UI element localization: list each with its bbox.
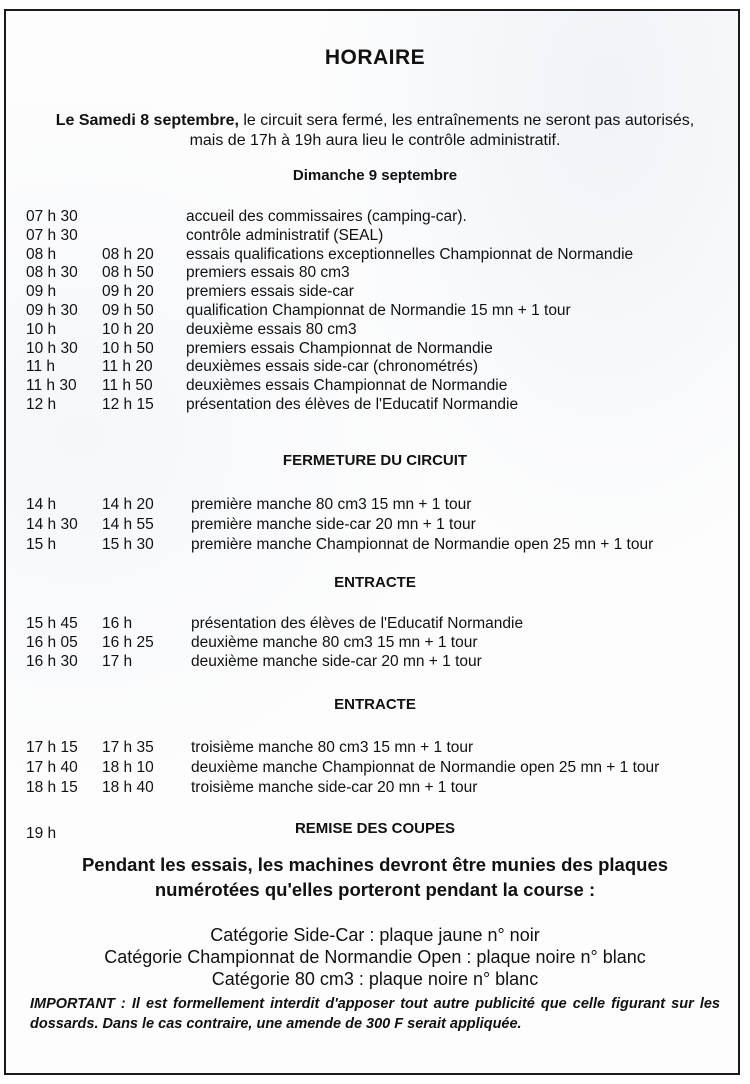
schedule-row (0, 634, 750, 654)
categories-list (0, 924, 750, 990)
category-open: Catégorie Championnat de Normandie Open : plaque noire n° blanc (104, 947, 646, 967)
row-label: contrôle administratif (SEAL) (186, 226, 384, 244)
intro-date: Le Samedi 8 septembre, (55, 112, 239, 129)
row-start-time: 09 h (26, 283, 57, 301)
row-start-time: 07 h 30 (26, 226, 78, 244)
row-start-time: 16 h 30 (26, 653, 78, 670)
row-start-time: 09 h 30 (26, 302, 78, 319)
row-label: deuxième manche 80 cm3 15 mn + 1 tour (191, 634, 478, 651)
row-end-time: 12 h 15 (102, 396, 154, 413)
row-label: troisième manche 80 cm3 15 mn + 1 tour (191, 739, 474, 756)
schedule-row (0, 246, 750, 266)
schedule-row (0, 264, 750, 284)
schedule-row (0, 739, 750, 759)
row-start-time: 11 h 30 (26, 377, 77, 395)
row-end-time: 16 h 25 (102, 634, 154, 651)
schedule-row (0, 779, 750, 799)
schedule-row (0, 396, 750, 416)
row-end-time: 10 h 20 (102, 320, 154, 338)
row-end-time: 18 h 40 (102, 779, 154, 796)
row-label: premiers essais side-car (186, 283, 354, 301)
break2-heading: ENTRACTE (334, 696, 416, 713)
row-start-time: 18 h 15 (26, 779, 78, 796)
schedule-row (0, 536, 750, 556)
schedule-row (0, 208, 750, 228)
row-end-time: 11 h 50 (102, 377, 153, 395)
row-start-time: 15 h (26, 536, 57, 553)
row-label: premiers essais Championnat de Normandie (186, 339, 493, 357)
schedule-row (0, 283, 750, 303)
row-label: première manche Championnat de Normandie open 25 mn + 1 tour (191, 536, 654, 553)
row-end-time: 16 h (102, 615, 133, 632)
important-notice: IMPORTANT : Il est formellement interdit d'apposer tout autre publicité que celle figurant sur les dossards. Dans le cas contraire, une amende de 300 F serait appliquée. (30, 996, 720, 1032)
row-label: essais qualifications exceptionnelles Championnat de Normandie (186, 245, 634, 263)
row-end-time: 14 h 20 (102, 496, 154, 513)
row-start-time: 08 h (26, 245, 57, 263)
row-end-time: 08 h 20 (102, 245, 154, 263)
row-label: présentation des élèves de l'Educatif Normandie (186, 396, 519, 413)
row-start-time: 14 h 30 (26, 516, 78, 533)
schedule-row (0, 516, 750, 536)
schedule-row (0, 653, 750, 673)
rule-line2: numérotées qu'elles porteront pendant la course : (154, 879, 596, 900)
row-start-time: 16 h 05 (26, 634, 78, 651)
schedule-row (0, 358, 750, 378)
row-start-time: 10 h (26, 320, 57, 338)
row-label: première manche side-car 20 mn + 1 tour (191, 516, 476, 533)
row-label: deuxièmes essais side-car (chronométrés) (186, 358, 479, 376)
row-end-time: 08 h 50 (102, 264, 154, 282)
intro-line1: le circuit sera fermé, les entraînements ne seront pas autorisés, (238, 112, 695, 129)
row-end-time: 15 h 30 (102, 536, 154, 553)
schedule-row (0, 340, 750, 360)
row-end-time: 18 h 10 (102, 759, 154, 776)
row-label: deuxième manche side-car 20 mn + 1 tour (191, 653, 482, 670)
row-end-time: 17 h (102, 653, 133, 670)
row-label: premiers essais 80 cm3 (186, 264, 350, 282)
row-label: troisième manche side-car 20 mn + 1 tour (191, 779, 478, 796)
row-label: deuxième manche Championnat de Normandie open 25 mn + 1 tour (191, 759, 660, 776)
schedule-row (0, 302, 750, 322)
row-label: accueil des commissaires (camping-car). (186, 208, 467, 225)
row-end-time: 17 h 35 (102, 739, 154, 756)
intro-paragraph (20, 111, 730, 151)
row-label: présentation des élèves de l'Educatif Normandie (191, 615, 524, 632)
row-label: qualification Championnat de Normandie 15 mn + 1 tour (186, 302, 571, 319)
row-start-time: 07 h 30 (26, 208, 78, 225)
sunday-heading: Dimanche 9 septembre (292, 167, 458, 184)
row-end-time: 14 h 55 (102, 516, 154, 533)
row-start-time: 14 h (26, 496, 57, 513)
schedule-row (0, 615, 750, 635)
schedule-row (0, 227, 750, 247)
rule-line1: Pendant les essais, les machines devront être munies des plaques (81, 854, 669, 875)
row-start-time: 15 h 45 (26, 615, 78, 632)
schedule-row (0, 321, 750, 341)
row-start-time: 11 h (26, 358, 56, 376)
row-start-time: 10 h 30 (26, 339, 78, 357)
row-label: deuxième essais 80 cm3 (186, 320, 357, 338)
page-title: HORAIRE (324, 46, 426, 69)
plates-rule (0, 852, 750, 902)
row-start-time: 12 h (26, 396, 57, 413)
row-label: deuxièmes essais Championnat de Normandie (186, 377, 508, 395)
category-sidecar: Catégorie Side-Car : plaque jaune n° noir (210, 925, 540, 945)
intro-line2: mais de 17h à 19h aura lieu le contrôle administratif. (189, 132, 561, 149)
schedule-row (0, 759, 750, 779)
row-end-time: 09 h 50 (102, 302, 154, 319)
row-start-time: 17 h 15 (26, 739, 78, 756)
row-start-time: 08 h 30 (26, 264, 78, 282)
closing-heading: FERMETURE DU CIRCUIT (282, 452, 468, 469)
schedule-row (0, 496, 750, 516)
row-end-time: 11 h 20 (102, 358, 153, 376)
row-end-time: 10 h 50 (102, 339, 154, 357)
category-80cm3: Catégorie 80 cm3 : plaque noire n° blanc (211, 969, 539, 989)
schedule-row (0, 377, 750, 397)
row-start-time: 17 h 40 (26, 759, 78, 776)
break1-heading: ENTRACTE (334, 574, 416, 591)
awards-time: 19 h (26, 825, 57, 842)
row-label: première manche 80 cm3 15 mn + 1 tour (191, 496, 472, 513)
awards-heading: REMISE DES COUPES (294, 820, 456, 837)
row-end-time: 09 h 20 (102, 283, 154, 301)
